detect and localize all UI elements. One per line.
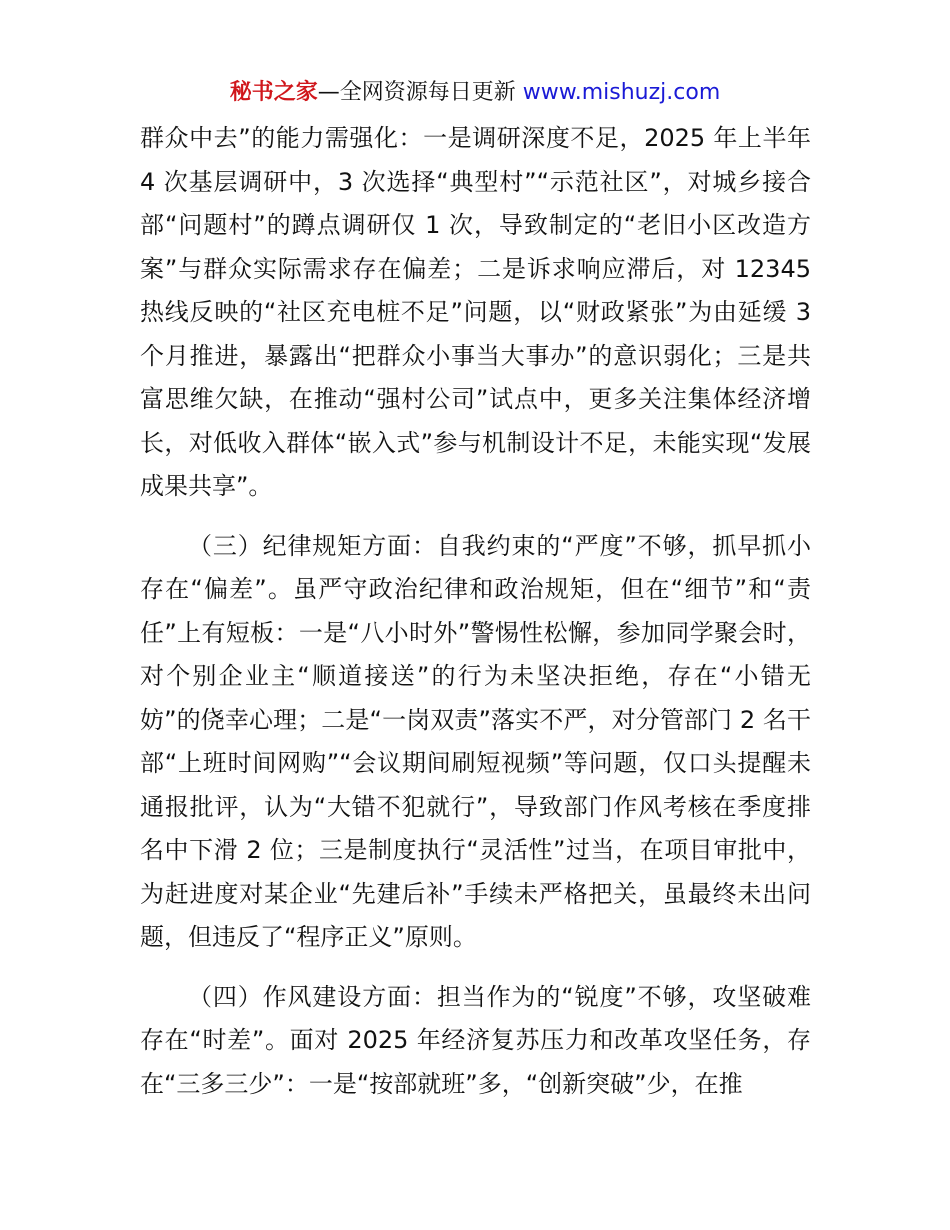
document-body	[140, 117, 811, 1106]
paragraph-continuation: 群众中去”的能力需强化：一是调研深度不足，2025 年上半年 4 次基层调研中，3 次选择“典型村”“示范社区”，对城乡接合部“问题村”的蹲点调研仅 1 次，导致制定的“老旧小区改造方案”与群众实际需求存在偏差；二是诉求响应滞后，对 12345 热线反映的“社区充电桩不足”问题，以“财政紧张”为由延缓 3 个月推进，暴露出“把群众小事当大事办”的意识弱化；三是共富思维欠缺，在推动“强村公司”试点中，更多关注集体经济增长，对低收入群体“嵌入式”参与机制设计不足，未能实现“发展成果共享”。	[140, 124, 811, 500]
site-url-link[interactable]: www.mishuzj.com	[522, 80, 721, 105]
paragraph-discipline: （三）纪律规矩方面：自我约束的“严度”不够，抓早抓小存在“偏差”。虽严守政治纪律和政治规矩，但在“细节”和“责任”上有短板：一是“八小时外”警惕性松懈，参加同学聚会时，对个别企业主“顺道接送”的行为未坚决拒绝，存在“小错无妨”的侥幸心理；二是“一岗双责”落实不严，对分管部门 2 名干部“上班时间网购”“会议期间刷短视频”等问题，仅口头提醒未通报批评，认为“大错不犯就行”，导致部门作风考核在季度排名中下滑 2 位；三是制度执行“灵活性”过当，在项目审批中，为赶进度对某企业“先建后补”手续未严格把关，虽最终未出问题，但违反了“程序正义”原则。	[140, 531, 811, 951]
paragraph-work-style: （四）作风建设方面：担当作为的“锐度”不够，攻坚破难存在“时差”。面对 2025 年经济复苏压力和改革攻坚任务，存在“三多三少”：一是“按部就班”多，“创新突破”少，在推	[140, 982, 811, 1098]
site-tagline: —全网资源每日更新	[317, 80, 523, 105]
site-header	[0, 78, 950, 108]
site-brand: 秘书之家	[229, 80, 318, 105]
